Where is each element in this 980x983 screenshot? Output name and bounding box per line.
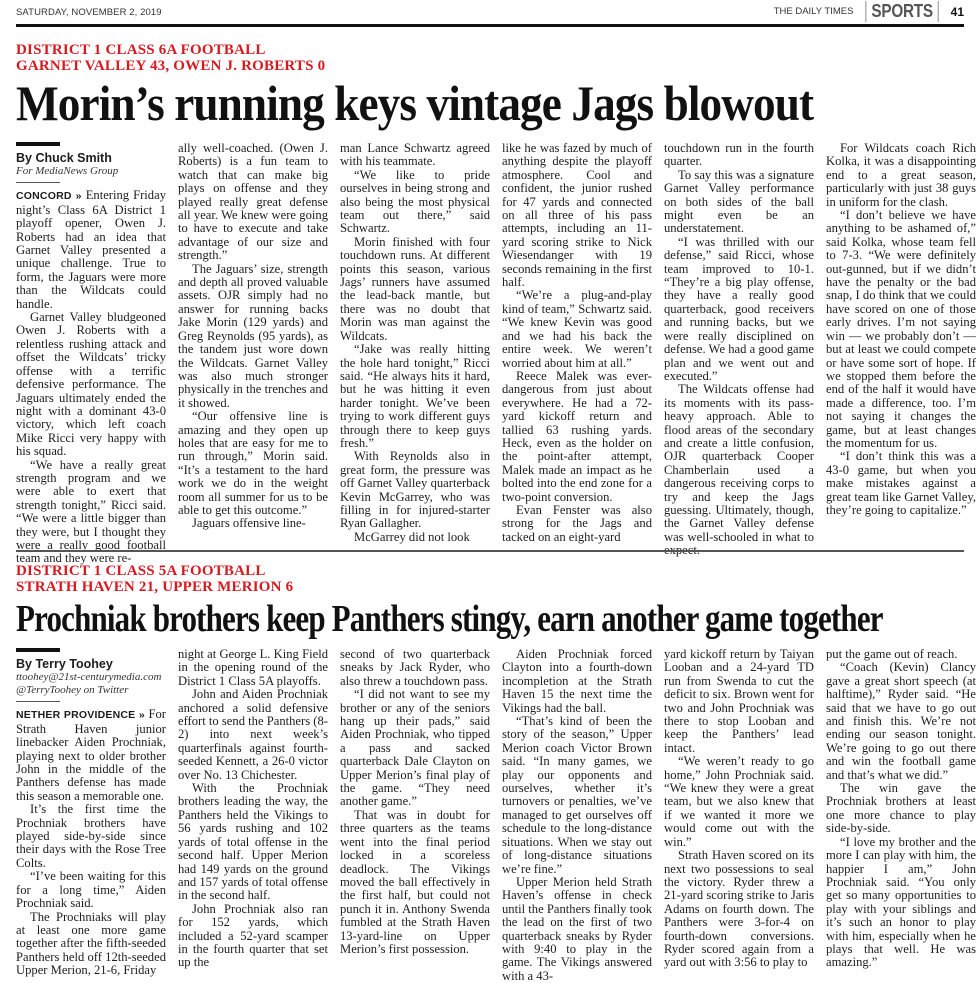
byline-rule: [16, 142, 60, 146]
article-paragraph: “Coach (Kevin) Clancy gave a great short speech (at halftime),” Ryder said. “He said that we have to go out and finish this. We’re not ending our season tonight. We’re going to go out there and win the football game and that’s what we did.”: [826, 660, 976, 782]
article-paragraph: man Lance Schwartz agreed with his teammate.: [340, 141, 490, 169]
article-paragraph: “We have a really great strength program and we were able to exert that strength tonight,” Ricci said. “We were a little bigger than they were, but I thought they were a really good football team and they were re-: [16, 457, 166, 566]
masthead-right: [774, 1, 964, 22]
story-strath-haven: [16, 563, 964, 641]
article-paragraph: “That’s kind of been the story of the season,” Upper Merion coach Victor Brown said. “In many games, we play our opponents and ourselves, whether it’s turnovers or penalties, we’ve managed to get ourselves off schedule to the long-distance situations. When we stay out of long-distance situations we’re fine.”: [502, 714, 652, 876]
article-paragraph: “I’ve been waiting for this for a long time,” Aiden Prochniak said.: [16, 869, 166, 911]
story-garnet-valley: [16, 42, 964, 130]
kicker-competition: DISTRICT 1 CLASS 5A FOOTBALL: [16, 563, 266, 579]
article-paragraph: McGarrey did not look: [354, 529, 470, 544]
article-paragraph: John and Aiden Prochniak anchored a solid defensive effort to send the Panthers (8-2) into next week’s quarterfinals against fourth-seeded Kennett, a 26-0 victor over No. 13 Chichester.: [178, 687, 328, 782]
byline-rule: [16, 648, 60, 652]
article-paragraph: Strath Haven scored on its next two possessions to seal the victory. Ryder threw a 21-yard scoring strike to Jaris Adams on fourth down. The Panthers were 3-for-4 on fourth-down conversions. Ryder scored again from a yard out with 3:56 to play to: [664, 848, 814, 970]
article-paragraph: The Wildcats offense had its moments with its pass-heavy approach. Able to flood areas of the secondary and create a little confusion, OJR quarterback Cooper Chamberlain used a dangerous receiving corps to try and keep the Jags guessing. Ultimately, though, the Garnet Valley defense was well-schooled in what to expect.: [664, 382, 814, 558]
issue-date: SATURDAY, NOVEMBER 2, 2019: [16, 7, 162, 18]
kicker-competition: DISTRICT 1 CLASS 6A FOOTBALL: [16, 42, 266, 58]
article-column: [664, 648, 814, 983]
article-paragraph: It’s the first time the Prochniak brothers have played side-by-side since their days with the Rose Tree Colts.: [16, 802, 166, 870]
article-column: [340, 142, 490, 566]
page-masthead: [16, 0, 964, 27]
article-paragraph: Morin finished with four touchdown runs. At different points this season, various Jags’ runners have assumed the lead-back mantle, but there was no doubt that Morin was man against the Wildcats.: [340, 234, 490, 343]
article-paragraph: “I did not want to see my brother or any of the seniors hang up their pads,” said Aiden Prochniak, who tipped a pass and sacked quarterback Dale Clayton on Upper Merion’s final play of the game. “They need another game.”: [340, 687, 490, 809]
article-paragraph: For Wildcats coach Rich Kolka, it was a disappointing end to a great season, particularly with just 38 guys in uniform for the clash.: [826, 141, 976, 209]
story-headline: Prochniak brothers keep Panthers stingy, earn another game together: [16, 598, 883, 640]
story-kicker: [16, 563, 964, 595]
article-paragraph: Garnet Valley bludgeoned Owen J. Roberts with a relentless rushing attack and offset the Wildcats’ tricky offense with a terrific defensive performance. The Jaguars ultimately ended the night with a dominant 43-0 victory, which left coach Mike Ricci very happy with his squad.: [16, 310, 166, 459]
story1-columns: [16, 142, 976, 566]
article-column: [502, 648, 652, 983]
article-column: [664, 142, 814, 566]
article-paragraph: With Reynolds also in great form, the pressure was off Garnet Valley quarterback Kevin McGarrey, who was filling in for injured-starter Ryan Gallagher.: [340, 449, 490, 531]
author-twitter[interactable]: @TerryToohey on Twitter: [16, 684, 129, 697]
byline: By Chuck Smith: [16, 151, 112, 165]
byline: By Terry Toohey: [16, 657, 113, 671]
kicker-score: GARNET VALLEY 43, OWEN J. ROBERTS 0: [16, 58, 326, 74]
article-paragraph: Evan Fenster was also strong for the Jags and tacked on an eight-yard: [502, 502, 652, 544]
article-paragraph: Reece Malek was ever-dangerous from just about everywhere. He had a 72-yard kickoff return and tallied 63 rushing yards. Heck, even as the holder on the point-after attempt, Malek made an impact as he bolted into the end zone for a two-point conversion.: [502, 368, 652, 504]
story2-columns: [16, 648, 976, 983]
article-paragraph: “Our offensive line is amazing and they open up holes that are easy for me to run through,” Morin said. “It’s a testament to the hard work we do in the weight room all summer for us to be able to get this outcome.”: [178, 409, 328, 517]
section-name: SPORTS: [866, 1, 939, 22]
article-paragraph: “I don’t think this was a 43-0 game, but when you make mistakes against a great team like Garnet Valley, they’re going to capitalize.”: [826, 449, 976, 517]
story-headline: Morin’s running keys vintage Jags blowout: [16, 75, 814, 131]
article-column: [178, 142, 328, 566]
article-paragraph: CONCORD » Entering Friday night’s Class 6A District 1 playoff opener, Owen J. Roberts had an idea that Garnet Valley presented a unique challenge. True to form, the Jaguars were more than the Wildcats could handle.: [16, 188, 166, 311]
kicker-score: STRATH HAVEN 21, UPPER MERION 6: [16, 579, 294, 595]
article-paragraph: Upper Merion held Strath Haven’s offense in check until the Panthers finally took the lead on the first of two quarterback sneaks by Ryder with 9:40 to play in the game. The Vikings answered with a 43-: [502, 874, 652, 983]
story-kicker: [16, 42, 964, 74]
article-paragraph: NETHER PROVIDENCE » For Strath Haven junior linebacker Aiden Prochniak, playing next to older brother John in the middle of the Panthers defense has made this season a memorable one.: [16, 707, 166, 803]
article-paragraph: ally well-coached. (Owen J. Roberts) is a fun team to watch that can make big plays on offense and they played really great defense all year. We knew were going to have to execute and take advantage of our size and strength.”: [178, 141, 328, 263]
article-paragraph: John Prochniak also ran for 152 yards, which included a 52-yard scamper in the fourth quarter that set up the: [178, 901, 328, 970]
article-paragraph: “We like to pride ourselves in being strong and also being the most physical team out there,” said Schwartz.: [340, 167, 490, 236]
article-paragraph: put the game out of reach.: [826, 647, 958, 661]
article-paragraph: The Jaguars’ size, strength and depth all proved valuable assets. OJR simply had no answer for running backs Jake Morin (129 yards) and Greg Reynolds (95 yards), as the tandem just wore down the Wildcats. Garnet Valley was also much stronger physically in the trenches and it showed.: [178, 261, 328, 410]
article-paragraph: “Jake was really hitting the hole hard tonight,” Ricci said. “He always hits it hard, but he was hitting it even harder tonight. We’ve been trying to work different guys through there to keep guys fresh.”: [340, 342, 490, 450]
article-paragraph: That was in doubt for three quarters as the teams went into the final period locked in a scoreless deadlock. The Vikings moved the ball effectively in the first half, but could not punch it in. Anthony Swenda fumbled at the Strath Haven 13-yard-line on Upper Merion’s first possession.: [340, 807, 490, 956]
story-divider: [16, 550, 964, 552]
article-paragraph: “I love my brother and the more I can play with him, the happier I am,” John Prochniak said. “You only get so many opportunities to play with your siblings and it’s such an honor to play with him, especially when he plays that well. He was amazing.”: [826, 834, 976, 970]
article-paragraph: Aiden Prochniak forced Clayton into a fourth-down incompletion at the Strath Haven 15 the next time the Vikings had the ball.: [502, 647, 652, 715]
byline-divider: [16, 182, 60, 183]
article-paragraph: To say this was a signature Garnet Valley performance on both sides of the ball might even be an understatement.: [664, 167, 814, 236]
article-paragraph: night at George L. King Field in the opening round of the District 1 Class 5A playoffs.: [178, 647, 328, 688]
article-paragraph: “We weren’t ready to go home,” John Prochniak said. “We knew they were a great team, but we also knew that if we wanted it more we would come out with the win.”: [664, 754, 814, 849]
newspaper-name: THE DAILY TIMES: [773, 6, 854, 17]
article-column: [502, 142, 652, 566]
article-paragraph: The Prochniaks will play at least one more game together after the fifth-seeded Panthers held off 12th-seeded Upper Merion, 21-6, Friday: [16, 909, 166, 978]
author-email[interactable]: ttoohey@21st-centurymedia.com: [16, 671, 162, 684]
article-paragraph: touchdown run in the fourth quarter.: [664, 141, 814, 169]
article-column: [826, 142, 976, 566]
dateline: CONCORD »: [16, 190, 82, 203]
article-paragraph: like he was fazed by much of anything despite the playoff atmosphere. Cool and confident, the junior rushed for 47 yards and connected on all three of his pass attempts, including an 11-yard scoring strike to Nick Wiesendanger with 19 seconds remaining in the first half.: [502, 141, 652, 290]
dateline: NETHER PROVIDENCE »: [16, 709, 145, 722]
article-column: [16, 648, 166, 983]
article-column: [340, 648, 490, 983]
article-paragraph: “I don’t believe we have anything to be ashamed of,” said Kolka, whose team fell to 7-3. “We were definitely out-gunned, but if we didn’t have the penalty or the bad snap, I do think that we could have scored on one of those early drives. I’m not saying win — we probably don’t — but at least we could compete or have some sort of hope. If we stopped them before the end of the half it would have made a difference, too. I’m not saying it changes the game, but at least changes the momentum for us.: [826, 208, 976, 450]
byline-divider: [16, 701, 60, 702]
article-paragraph: yard kickoff return by Taiyan Looban and a 24-yard TD run from Swenda to cut the deficit to six. Brown went for two and John Prochniak was there to stop Looban and keep the Panthers’ lead intact.: [664, 647, 814, 755]
article-column: [16, 142, 166, 566]
byline-affiliation: For MediaNews Group: [16, 165, 119, 178]
article-paragraph: “I was thrilled with our defense,” said Ricci, whose team improved to 10-1. “They’re a big play offense, they have a really good quarterback, good receivers and running backs, but we were really disciplined on defense. We had a good game plan and we went out and executed.”: [664, 234, 814, 383]
article-paragraph: Jaguars offensive line-: [192, 516, 306, 531]
article-column: [826, 648, 976, 983]
article-paragraph: The win gave the Prochniak brothers at least one more chance to play side-by-side.: [826, 781, 976, 836]
article-paragraph: “We’re a plug-and-play kind of team,” Schwartz said. “We knew Kevin was good and we had his back the entire week. We weren’t worried about him at all.”: [502, 288, 652, 370]
article-paragraph: second of two quarterback sneaks by Jack Ryder, who also threw a touchdown pass.: [340, 647, 490, 688]
article-paragraph: With the Prochniak brothers leading the way, the Panthers held the Vikings to 56 yards rushing and 102 yards of total offense in the second half. Upper Merion had 149 yards on the ground and 157 yards of total offense in the second half.: [178, 781, 328, 903]
page-number: 41: [950, 4, 964, 19]
article-column: [178, 648, 328, 983]
